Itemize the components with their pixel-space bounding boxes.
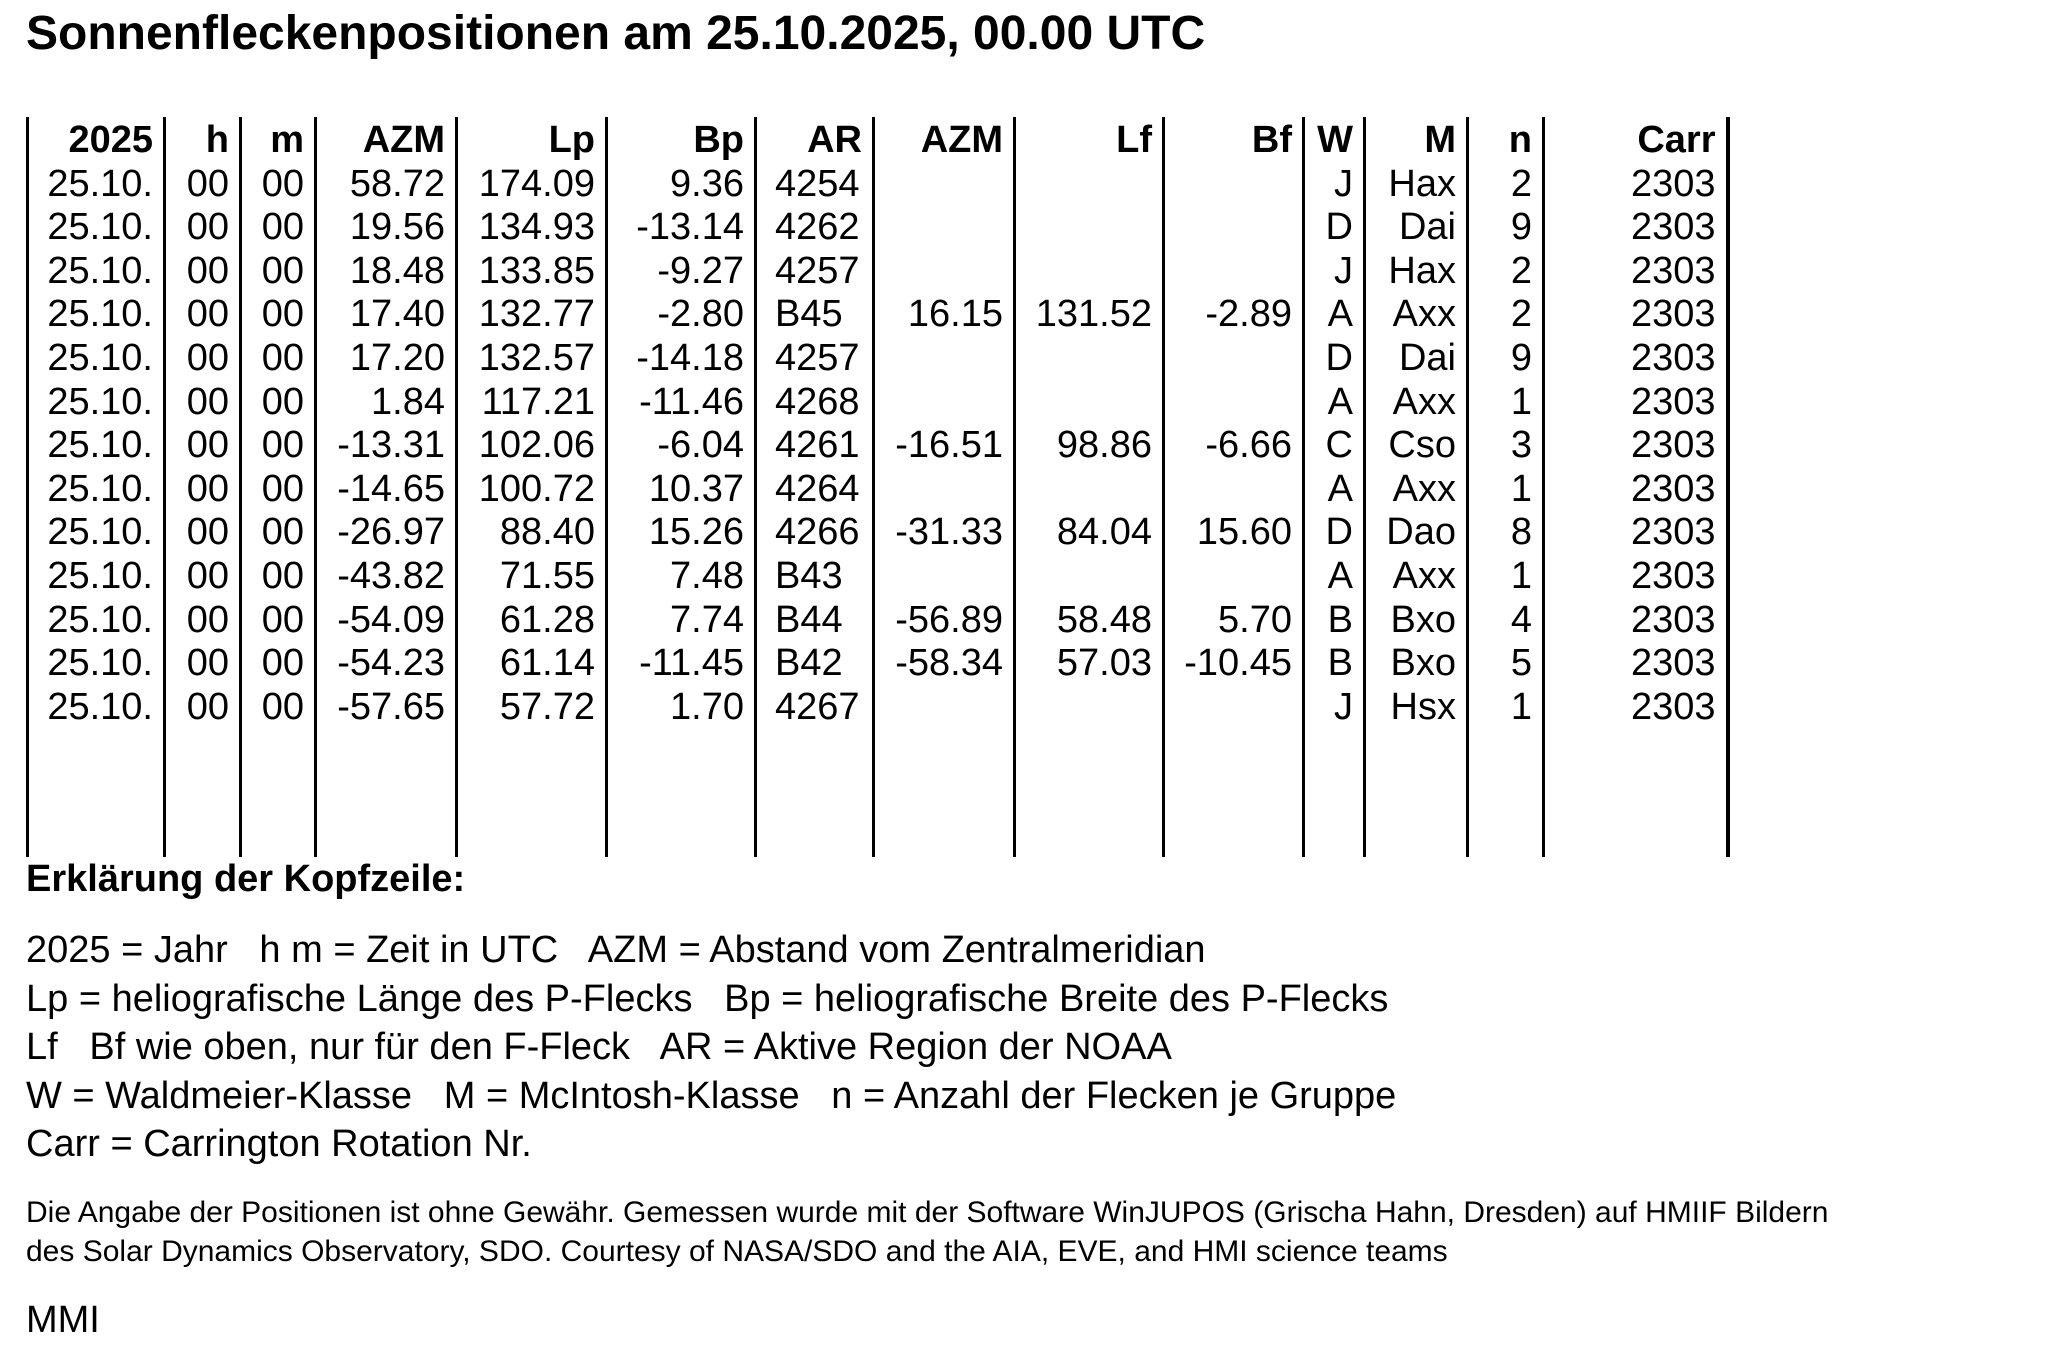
cell-date: 25.10. xyxy=(28,642,165,686)
cell-lf xyxy=(1015,468,1164,512)
table-body xyxy=(28,163,1728,857)
cell-bf xyxy=(1164,206,1304,250)
cell-azm-f xyxy=(874,555,1015,599)
cell-minute: 00 xyxy=(241,642,316,686)
filler-cell xyxy=(1468,729,1544,857)
cell-azm-f: -58.34 xyxy=(874,642,1015,686)
cell-minute: 00 xyxy=(241,250,316,294)
cell-mcintosh: Dai xyxy=(1365,206,1468,250)
cell-lf xyxy=(1015,686,1164,730)
header-azm-p: AZM xyxy=(316,117,457,163)
header-count: n xyxy=(1468,117,1544,163)
cell-bf xyxy=(1164,468,1304,512)
sunspot-position-table xyxy=(26,117,1730,857)
cell-date: 25.10. xyxy=(28,555,165,599)
cell-date: 25.10. xyxy=(28,163,165,207)
table-row xyxy=(28,381,1728,425)
cell-bp: -11.46 xyxy=(607,381,756,425)
cell-ar: 4261 xyxy=(756,424,874,468)
filler-cell xyxy=(241,729,316,857)
cell-bf: 5.70 xyxy=(1164,599,1304,643)
header-mcintosh: M xyxy=(1365,117,1468,163)
cell-hour: 00 xyxy=(165,293,241,337)
cell-carrington: 2303 xyxy=(1544,250,1728,294)
cell-date: 25.10. xyxy=(28,293,165,337)
cell-count: 9 xyxy=(1468,206,1544,250)
cell-lp: 174.09 xyxy=(457,163,607,207)
cell-mcintosh: Axx xyxy=(1365,468,1468,512)
cell-date: 25.10. xyxy=(28,686,165,730)
cell-bf xyxy=(1164,381,1304,425)
disclaimer xyxy=(26,1194,1828,1271)
filler-cell xyxy=(316,729,457,857)
cell-azm-f xyxy=(874,686,1015,730)
cell-bp: -14.18 xyxy=(607,337,756,381)
cell-count: 3 xyxy=(1468,424,1544,468)
cell-mcintosh: Bxo xyxy=(1365,599,1468,643)
cell-ar: 4257 xyxy=(756,337,874,381)
cell-ar: 4257 xyxy=(756,250,874,294)
legend-line: Lp = heliografische Länge des P-Flecks Bp = heliografische Breite des P-Flecks xyxy=(26,977,1389,1020)
cell-azm-f: 16.15 xyxy=(874,293,1015,337)
cell-mcintosh: Cso xyxy=(1365,424,1468,468)
cell-date: 25.10. xyxy=(28,337,165,381)
filler-cell xyxy=(756,729,874,857)
cell-minute: 00 xyxy=(241,424,316,468)
cell-minute: 00 xyxy=(241,686,316,730)
disclaimer-line: des Solar Dynamics Observatory, SDO. Courtesy of NASA/SDO and the AIA, EVE, and HMI science teams xyxy=(26,1234,1448,1268)
cell-waldmeier: B xyxy=(1304,599,1365,643)
cell-ar: 4266 xyxy=(756,511,874,555)
cell-bf xyxy=(1164,555,1304,599)
cell-mcintosh: Dao xyxy=(1365,511,1468,555)
cell-carrington: 2303 xyxy=(1544,293,1728,337)
cell-hour: 00 xyxy=(165,642,241,686)
table-row xyxy=(28,337,1728,381)
cell-ar: 4254 xyxy=(756,163,874,207)
filler-cell xyxy=(1304,729,1365,857)
cell-count: 8 xyxy=(1468,511,1544,555)
filler-cell xyxy=(457,729,607,857)
cell-count: 1 xyxy=(1468,468,1544,512)
cell-lp: 132.57 xyxy=(457,337,607,381)
cell-carrington: 2303 xyxy=(1544,381,1728,425)
cell-bp: -2.80 xyxy=(607,293,756,337)
table-row xyxy=(28,599,1728,643)
cell-bf xyxy=(1164,686,1304,730)
cell-lp: 61.28 xyxy=(457,599,607,643)
cell-lf xyxy=(1015,163,1164,207)
cell-azm-p: -26.97 xyxy=(316,511,457,555)
legend-line: Lf Bf wie oben, nur für den F-Fleck AR = Aktive Region der NOAA xyxy=(26,1026,1172,1068)
cell-ar: B42 xyxy=(756,642,874,686)
cell-bp: -13.14 xyxy=(607,206,756,250)
cell-hour: 00 xyxy=(165,337,241,381)
cell-ar: B45 xyxy=(756,293,874,337)
cell-hour: 00 xyxy=(165,163,241,207)
page-title: Sonnenfleckenpositionen am 25.10.2025, 00.00 UTC xyxy=(26,7,1206,60)
filler-cell xyxy=(1365,729,1468,857)
header-lp: Lp xyxy=(457,117,607,163)
cell-waldmeier: D xyxy=(1304,206,1365,250)
cell-ar: 4268 xyxy=(756,381,874,425)
cell-hour: 00 xyxy=(165,424,241,468)
cell-ar: B43 xyxy=(756,555,874,599)
legend-line: 2025 = Jahr h m = Zeit in UTC AZM = Abstand vom Zentralmeridian xyxy=(26,929,1206,971)
cell-azm-p: 1.84 xyxy=(316,381,457,425)
cell-lp: 100.72 xyxy=(457,468,607,512)
cell-lp: 71.55 xyxy=(457,555,607,599)
cell-carrington: 2303 xyxy=(1544,555,1728,599)
cell-carrington: 2303 xyxy=(1544,163,1728,207)
cell-lp: 132.77 xyxy=(457,293,607,337)
cell-bf: -2.89 xyxy=(1164,293,1304,337)
cell-waldmeier: D xyxy=(1304,511,1365,555)
cell-azm-p: -43.82 xyxy=(316,555,457,599)
cell-minute: 00 xyxy=(241,381,316,425)
cell-waldmeier: A xyxy=(1304,555,1365,599)
table-row xyxy=(28,686,1728,730)
cell-hour: 00 xyxy=(165,686,241,730)
cell-ar: 4267 xyxy=(756,686,874,730)
cell-mcintosh: Hsx xyxy=(1365,686,1468,730)
cell-date: 25.10. xyxy=(28,511,165,555)
cell-lf: 58.48 xyxy=(1015,599,1164,643)
cell-mcintosh: Hax xyxy=(1365,250,1468,294)
cell-azm-p: -57.65 xyxy=(316,686,457,730)
cell-lp: 102.06 xyxy=(457,424,607,468)
cell-azm-f: -16.51 xyxy=(874,424,1015,468)
cell-azm-f: -56.89 xyxy=(874,599,1015,643)
cell-bp: 7.74 xyxy=(607,599,756,643)
header-lf: Lf xyxy=(1015,117,1164,163)
cell-bf xyxy=(1164,163,1304,207)
header-bp: Bp xyxy=(607,117,756,163)
cell-count: 2 xyxy=(1468,163,1544,207)
cell-lf xyxy=(1015,337,1164,381)
table-row xyxy=(28,468,1728,512)
cell-azm-p: -13.31 xyxy=(316,424,457,468)
cell-hour: 00 xyxy=(165,250,241,294)
cell-minute: 00 xyxy=(241,163,316,207)
cell-count: 2 xyxy=(1468,293,1544,337)
header-bf: Bf xyxy=(1164,117,1304,163)
cell-carrington: 2303 xyxy=(1544,206,1728,250)
cell-azm-f xyxy=(874,468,1015,512)
table-filler-row xyxy=(28,729,1728,857)
cell-bp: -9.27 xyxy=(607,250,756,294)
cell-bp: 7.48 xyxy=(607,555,756,599)
cell-carrington: 2303 xyxy=(1544,511,1728,555)
cell-azm-f xyxy=(874,206,1015,250)
cell-waldmeier: A xyxy=(1304,293,1365,337)
cell-azm-f xyxy=(874,337,1015,381)
cell-lp: 61.14 xyxy=(457,642,607,686)
cell-waldmeier: D xyxy=(1304,337,1365,381)
cell-hour: 00 xyxy=(165,468,241,512)
cell-azm-f: -31.33 xyxy=(874,511,1015,555)
cell-carrington: 2303 xyxy=(1544,642,1728,686)
cell-azm-f xyxy=(874,250,1015,294)
cell-mcintosh: Dai xyxy=(1365,337,1468,381)
header-azm-f: AZM xyxy=(874,117,1015,163)
table-row xyxy=(28,163,1728,207)
cell-lf: 98.86 xyxy=(1015,424,1164,468)
cell-carrington: 2303 xyxy=(1544,686,1728,730)
cell-lf: 57.03 xyxy=(1015,642,1164,686)
cell-mcintosh: Axx xyxy=(1365,381,1468,425)
cell-mcintosh: Bxo xyxy=(1365,642,1468,686)
cell-azm-p: 17.20 xyxy=(316,337,457,381)
filler-cell xyxy=(1015,729,1164,857)
cell-ar: B44 xyxy=(756,599,874,643)
cell-mcintosh: Axx xyxy=(1365,555,1468,599)
cell-carrington: 2303 xyxy=(1544,599,1728,643)
cell-waldmeier: B xyxy=(1304,642,1365,686)
cell-azm-p: 17.40 xyxy=(316,293,457,337)
table-row xyxy=(28,206,1728,250)
header-hour: h xyxy=(165,117,241,163)
cell-minute: 00 xyxy=(241,555,316,599)
cell-azm-p: -54.09 xyxy=(316,599,457,643)
cell-lp: 133.85 xyxy=(457,250,607,294)
cell-lp: 134.93 xyxy=(457,206,607,250)
cell-bp: -6.04 xyxy=(607,424,756,468)
cell-minute: 00 xyxy=(241,337,316,381)
cell-count: 9 xyxy=(1468,337,1544,381)
filler-cell xyxy=(874,729,1015,857)
cell-ar: 4262 xyxy=(756,206,874,250)
legend-line: W = Waldmeier-Klasse M = McIntosh-Klasse n = Anzahl der Flecken je Gruppe xyxy=(26,1074,1397,1117)
cell-minute: 00 xyxy=(241,206,316,250)
cell-date: 25.10. xyxy=(28,599,165,643)
cell-lf xyxy=(1015,555,1164,599)
filler-cell xyxy=(607,729,756,857)
cell-lp: 88.40 xyxy=(457,511,607,555)
cell-count: 1 xyxy=(1468,686,1544,730)
cell-bp: 10.37 xyxy=(607,468,756,512)
cell-hour: 00 xyxy=(165,206,241,250)
cell-count: 4 xyxy=(1468,599,1544,643)
cell-hour: 00 xyxy=(165,381,241,425)
cell-waldmeier: J xyxy=(1304,250,1365,294)
cell-date: 25.10. xyxy=(28,381,165,425)
cell-lf: 131.52 xyxy=(1015,293,1164,337)
cell-bf: -6.66 xyxy=(1164,424,1304,468)
filler-cell xyxy=(1544,729,1728,857)
table-row xyxy=(28,293,1728,337)
cell-azm-f xyxy=(874,163,1015,207)
legend-line: Carr = Carrington Rotation Nr. xyxy=(26,1123,532,1165)
table-row xyxy=(28,555,1728,599)
cell-bp: 15.26 xyxy=(607,511,756,555)
cell-carrington: 2303 xyxy=(1544,337,1728,381)
cell-count: 2 xyxy=(1468,250,1544,294)
cell-bp: -11.45 xyxy=(607,642,756,686)
cell-lf xyxy=(1015,250,1164,294)
table-row xyxy=(28,642,1728,686)
cell-lf xyxy=(1015,206,1164,250)
cell-mcintosh: Hax xyxy=(1365,163,1468,207)
cell-minute: 00 xyxy=(241,293,316,337)
filler-cell xyxy=(1164,729,1304,857)
filler-cell xyxy=(165,729,241,857)
cell-bf: -10.45 xyxy=(1164,642,1304,686)
table-row xyxy=(28,424,1728,468)
cell-waldmeier: A xyxy=(1304,468,1365,512)
cell-azm-f xyxy=(874,381,1015,425)
cell-date: 25.10. xyxy=(28,468,165,512)
cell-waldmeier: A xyxy=(1304,381,1365,425)
table-row xyxy=(28,250,1728,294)
legend xyxy=(26,926,1396,1169)
cell-mcintosh: Axx xyxy=(1365,293,1468,337)
cell-lp: 57.72 xyxy=(457,686,607,730)
cell-minute: 00 xyxy=(241,599,316,643)
cell-date: 25.10. xyxy=(28,424,165,468)
cell-bf xyxy=(1164,250,1304,294)
cell-azm-p: 19.56 xyxy=(316,206,457,250)
cell-count: 1 xyxy=(1468,555,1544,599)
cell-bf: 15.60 xyxy=(1164,511,1304,555)
cell-waldmeier: C xyxy=(1304,424,1365,468)
cell-lf: 84.04 xyxy=(1015,511,1164,555)
header-ar: AR xyxy=(756,117,874,163)
filler-cell xyxy=(28,729,165,857)
cell-ar: 4264 xyxy=(756,468,874,512)
cell-azm-p: 58.72 xyxy=(316,163,457,207)
cell-azm-p: 18.48 xyxy=(316,250,457,294)
table-row xyxy=(28,511,1728,555)
cell-carrington: 2303 xyxy=(1544,468,1728,512)
legend-heading: Erklärung der Kopfzeile: xyxy=(26,858,466,900)
cell-carrington: 2303 xyxy=(1544,424,1728,468)
signature: MMI xyxy=(26,1299,100,1341)
cell-bf xyxy=(1164,337,1304,381)
cell-hour: 00 xyxy=(165,511,241,555)
cell-lf xyxy=(1015,381,1164,425)
cell-hour: 00 xyxy=(165,555,241,599)
header-waldmeier: W xyxy=(1304,117,1365,163)
cell-waldmeier: J xyxy=(1304,686,1365,730)
header-year: 2025 xyxy=(28,117,165,163)
cell-minute: 00 xyxy=(241,468,316,512)
table-header-row xyxy=(28,117,1728,163)
cell-count: 1 xyxy=(1468,381,1544,425)
cell-date: 25.10. xyxy=(28,206,165,250)
header-carrington: Carr xyxy=(1544,117,1728,163)
cell-lp: 117.21 xyxy=(457,381,607,425)
cell-azm-p: -54.23 xyxy=(316,642,457,686)
cell-count: 5 xyxy=(1468,642,1544,686)
cell-azm-p: -14.65 xyxy=(316,468,457,512)
cell-minute: 00 xyxy=(241,511,316,555)
header-minute: m xyxy=(241,117,316,163)
cell-waldmeier: J xyxy=(1304,163,1365,207)
cell-bp: 1.70 xyxy=(607,686,756,730)
disclaimer-line: Die Angabe der Positionen ist ohne Gewähr. Gemessen wurde mit der Software WinJUPOS (Grischa Hahn, Dresden) auf HMIIF Bildern xyxy=(26,1196,1829,1229)
cell-hour: 00 xyxy=(165,599,241,643)
cell-date: 25.10. xyxy=(28,250,165,294)
cell-bp: 9.36 xyxy=(607,163,756,207)
